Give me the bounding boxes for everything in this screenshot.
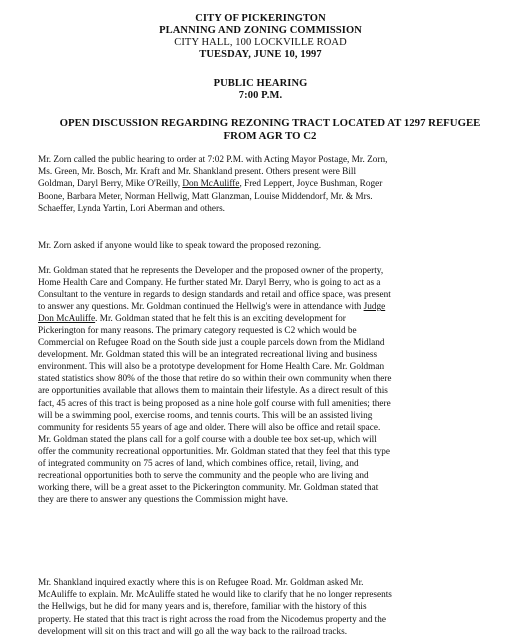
text-line: Consultant to the venture in regards to design standards and retail and office space, was present (38, 290, 391, 301)
text-line: Mr. Zorn asked if anyone would like to speak toward the proposed rezoning. (38, 241, 322, 251)
text-line: are opportunities available that allows them to maintain their lifestyle. As a direct result of this (38, 386, 388, 397)
text-line: Mr. Goldman stated the plans call for a golf course with a double tee box set-up, which will (38, 434, 377, 445)
text-line: Mr. Zorn called the public hearing to order at 7:02 P.M. with Acting Mayor Postage, Mr. Zorn, (38, 155, 388, 165)
text-line: development. Mr. Goldman stated this will be an integrated recreational living and business (38, 350, 378, 361)
discussion-title-line-1: OPEN DISCUSSION REGARDING REZONING TRACT LOCATED AT 1297 REFUGEE (59, 117, 481, 129)
text-line (38, 178, 508, 190)
text-line: Commercial on Refugee Road on the South side just a couple parcels down from the Midland (38, 338, 385, 349)
text-line: Pickerington for many reasons. The primary category requested is C2 which would be (38, 326, 357, 337)
text-segment: to answer any questions. Mr. Goldman continued the Hellwig's were in attendance with (38, 302, 364, 313)
text-segment: , Fred Leppert, Joyce Bushman, Roger (239, 179, 383, 190)
text-segment: Goldman, Daryl Berry, Mike O'Reilly, (38, 179, 183, 190)
underlined-name: Don McAuliffe (38, 314, 96, 325)
text-line: McAuliffe to explain. Mr. McAuliffe stated he would like to clarify that he no longer represents (38, 590, 392, 601)
text-line: the Hellwigs, but he did for many years and is, therefore, familiar with the history of this (38, 602, 367, 613)
text-line: environment. This will also be a prototype development for Home Health Care. Mr. Goldman (38, 362, 385, 373)
text-line: development will sit on this tract and will go all the way back to the railroad tracks. (38, 626, 348, 637)
rezoning-question-paragraph (38, 240, 508, 252)
text-line: Mr. Goldman stated that he represents the Developer and the proposed owner of the property, (38, 266, 384, 276)
shankland-inquiry-paragraph (38, 577, 508, 638)
commission-heading: PLANNING AND ZONING COMMISSION (159, 25, 362, 36)
text-line: Schaeffer, Lynda Yartin, Lori Aberman and others. (38, 203, 225, 214)
hearing-heading: PUBLIC HEARING (213, 78, 308, 89)
text-line: Boone, Barbara Meter, Norman Hellwig, Matt Glanzman, Louise Middendorf, Mr. & Mrs. (38, 191, 373, 202)
attendance-paragraph (38, 154, 508, 215)
text-line: Ms. Green, Mr. Bosch, Mr. Kraft and Mr. Shankland present. Others present were Bill (38, 167, 357, 178)
text-line (38, 313, 508, 325)
text-line: they are there to answer any questions the Commission might have. (38, 494, 288, 505)
location-heading: CITY HALL, 100 LOCKVILLE ROAD (174, 37, 347, 48)
text-line: working there, will be a great asset to the Pickerington community. Mr. Goldman stated that (38, 482, 379, 493)
text-line: community for residents 55 years of age and older. There will also be office and retail space. (38, 422, 381, 433)
text-line: fact, 45 acres of this tract is being proposed as a nine hole golf course with full amenities; there (38, 398, 391, 409)
city-name-heading: CITY OF PICKERINGTON (195, 13, 326, 24)
text-line: Home Health Care and Company. He further stated Mr. Daryl Berry, who is going to act as a (38, 278, 381, 289)
text-line (38, 301, 508, 313)
text-line: stated statistics show 80% of the those that retire do so within their own community when there (38, 374, 392, 385)
date-heading: TUESDAY, JUNE 10, 1997 (199, 49, 322, 60)
text-line: Mr. Shankland inquired exactly where this is on Refugee Road. Mr. Goldman asked Mr. (38, 578, 364, 588)
goldman-statement-paragraph (38, 265, 508, 506)
text-line: offer the community recreational opportunities. Mr. Goldman stated that they feel that this type (38, 446, 391, 457)
time-heading: 7:00 P.M. (238, 90, 283, 101)
text-segment: . Mr. Goldman stated that he felt this is an exciting development for (95, 314, 346, 325)
underlined-name: Judge (363, 302, 386, 313)
text-line: of integrated community on 75 acres of land, which combines office, retail, living, and (38, 458, 359, 469)
text-line: will be a swimming pool, exercise rooms, and tennis courts. This will be an assisted living (38, 410, 373, 421)
underlined-name: Don McAuliffe (182, 179, 240, 190)
text-line: recreational opportunities both to serve the community and the people who are living and (38, 470, 369, 481)
discussion-title-line-2: FROM AGR TO C2 (223, 130, 317, 142)
text-line: property. He stated that this tract is right across the road from the Nicodemus property and the (38, 614, 386, 625)
